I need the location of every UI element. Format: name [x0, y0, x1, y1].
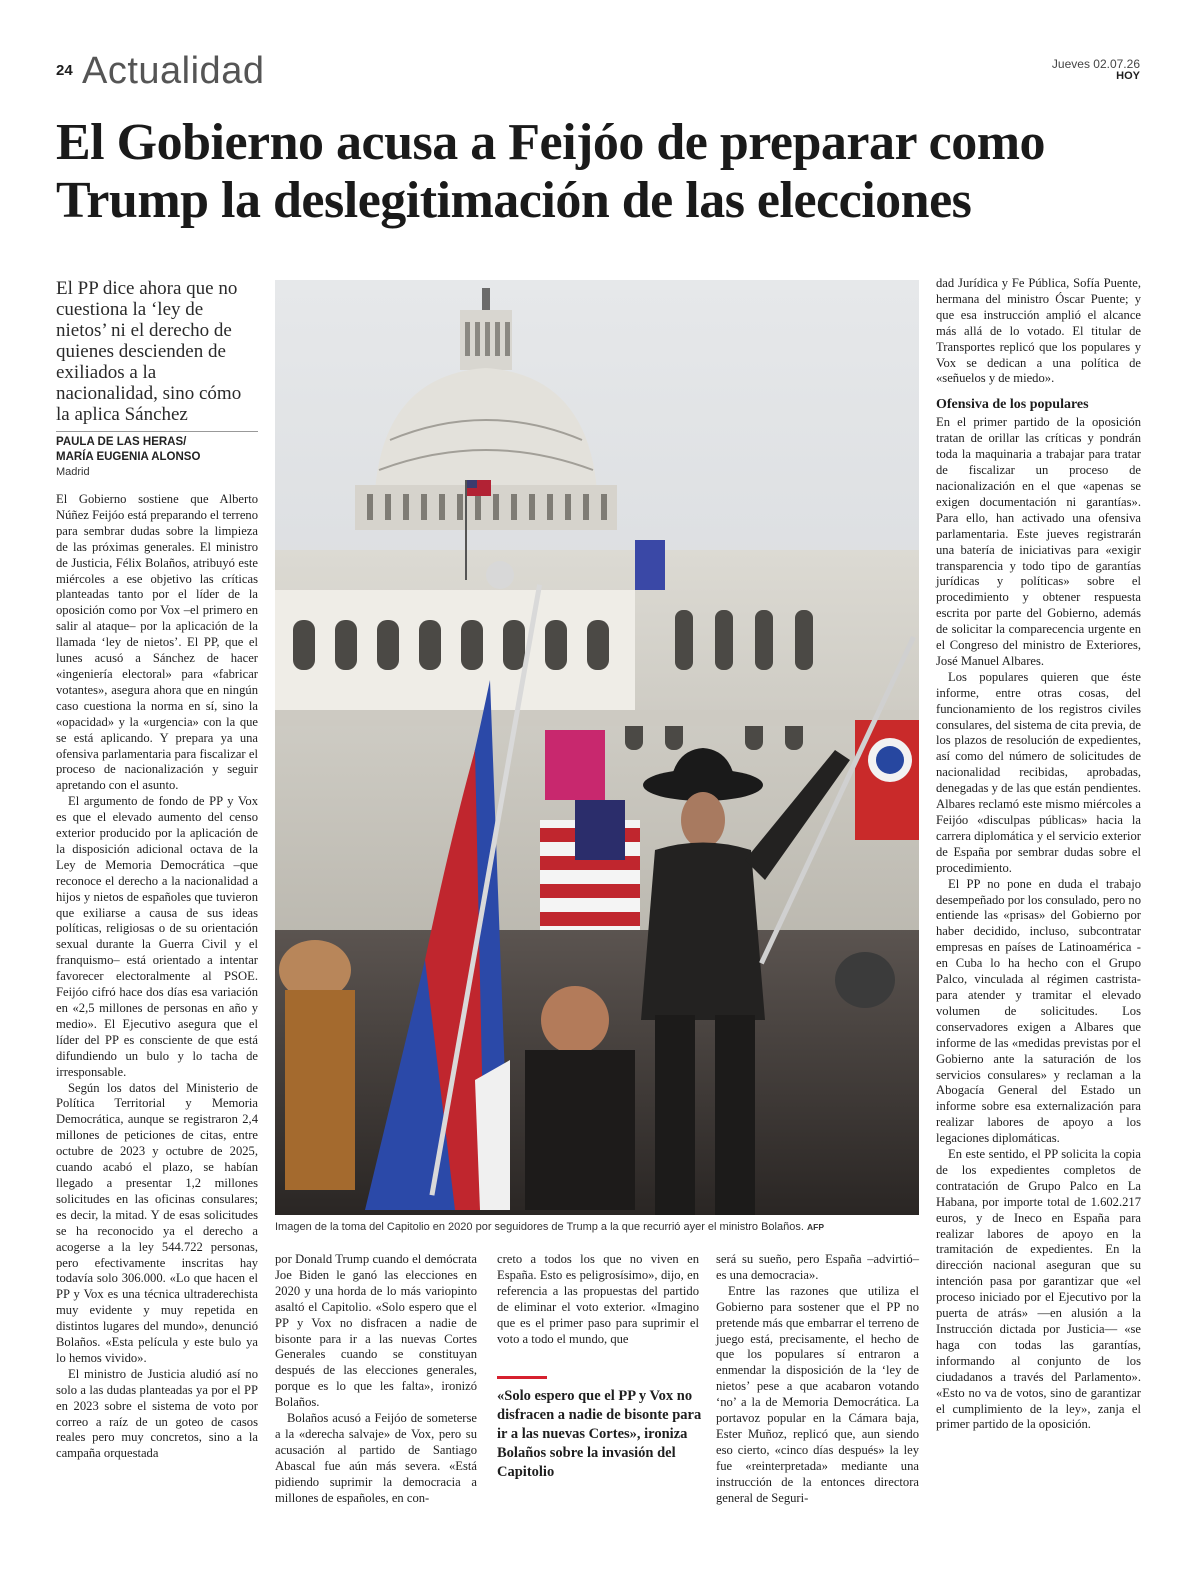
byline-author-2: MARÍA EUGENIA ALONSO: [56, 451, 201, 463]
paragraph: El PP no pone en duda el trabajo desempeñado por los consulado, pero no entiende las «prisas» del Gobierno por haber decidido, incluso, subcontratar empresas en países de Latinoamérica -en Cuba lo ha hecho con el Grupo Palco, vinculada al régimen castrista- para atender y tramitar el elevado volumen de solicitudes. Los conservadores exigen a Albares que informe de las «medidas previstas por el Gobierno ante la saturación de los servicios consulares» y reclaman a la Abogacía General del Estado un informe sobre esa externalización para realizar labores de apoyo a los legaciones diplomáticas.: [936, 876, 1141, 1146]
paragraph: dad Jurídica y Fe Pública, Sofía Puente, hermana del ministro Óscar Puente; y que esa instrucción amplió el alcance más allá de lo votado. El titular de Transportes replicó que los populares y Vox se dedican a una política de «señuelos y de miedo».: [936, 276, 1141, 386]
byline: [56, 435, 200, 465]
article-column-3: [497, 1252, 699, 1347]
subheadline: El PP dice ahora que no cuestiona la ‘ley de nietos’ ni el derecho de quienes descienden de exiliados a la nacionalidad, sino cómo la aplica Sánchez: [56, 278, 242, 425]
section-subtitle: Ofensiva de los populares: [936, 397, 1089, 413]
byline-author-1: PAULA DE LAS HERAS/: [56, 436, 187, 448]
article-column-2: [275, 1252, 477, 1507]
page-number: 24: [56, 62, 73, 79]
article-column-4: [716, 1252, 919, 1507]
issue-date: Jueves 02.07.26: [1051, 57, 1140, 71]
paragraph: será su sueño, pero España –advirtió– es una democracia».: [716, 1252, 919, 1282]
caption-text: Imagen de la toma del Capitolio en 2020 por seguidores de Trump a la que recurrió ayer el ministro Bolaños.: [275, 1221, 804, 1233]
newspaper-name: HOY: [1116, 70, 1140, 82]
headline-line-1: El Gobierno acusa a Feijóo de preparar como: [56, 114, 1046, 171]
dateline-location: Madrid: [56, 466, 90, 478]
paragraph: El Gobierno sostiene que Alberto Núñez Feijóo está preparando el terreno para sembrar dudas sobre la limpieza de las próximas generales. El ministro de Justicia, Félix Bolaños, atribuyó este miércoles a ese objetivo las críticas planteadas tanto por el líder de la oposición como por Vox –el primero en salir al ataque– por la aplicación de la llamada ‘ley de nietos’. El PP, que el lunes acusó a Sánchez de hacer «ingeniería electoral» para «fabricar votantes», asegura ahora que en ningún caso cuestiona la norma en sí, sino la «opacidad» y la «urgencia» con la que se está aplicando. Y prepara ya una ofensiva parlamentaria para fiscalizar el proceso de nacionalización y seguir apretando con el asunto.: [56, 492, 258, 793]
paragraph: Según los datos del Ministerio de Política Territorial y Memoria Democrática, aunque se registraron 2,4 millones de peticiones de citas, entre octubre de 2023 y octubre de 2025, cuando acabó el plazo, se habían llegado a presentar 1,2 millones solicitudes en las oficinas consulares; es decir, la mitad. Y de esas solicitudes se ha reconocido ya el derecho a acogerse a la ley 544.722 personas, pero efectivamente inscritas hay todavía solo 306.000. «Lo que hacen el PP y Vox es una técnica ultraderechista muy evidente y muy repetida en distintos lugares del mundo», denunció Bolaños. «Esta película y este bulo ya lo hemos vivido».: [56, 1080, 258, 1365]
section-title: Actualidad: [82, 50, 265, 92]
paragraph: por Donald Trump cuando el demócrata Joe Biden le ganó las elecciones en 2020 y una horda de lo más variopinto asaltó el Capitolio. «Solo espero que el PP y Vox no disfracen a nadie de bisonte para ir a las nuevas Cortes Generales cuando se constituyan después de las elecciones generales, porque es lo que les falta», ironizó Bolaños.: [275, 1252, 477, 1410]
paragraph: El argumento de fondo de PP y Vox es que el elevado aumento del censo exterior producido por la aplicación de la disposición adicional octava de la Ley de Memoria Democrática –que reconoce el derecho a la nacionalidad a hijos y nietos de españoles que tuvieron que exiliarse a causa de sus ideas políticas, religiosas o de su orientación sexual durante la Guerra Civil y el franquismo– está orientado a intentar favorecer electoralmente al PSOE. Feijóo cifró hace dos días esa variación en «2,5 millones de personas en año y medio». El Ejecutivo asegura que el líder del PP es consciente de que está difundiendo un bulo y lo tacha de irresponsable.: [56, 794, 258, 1079]
paragraph: Los populares quieren que éste informe, entre otras cosas, del funcionamiento de los registros civiles consulares, del sistema de cita previa, de los plazos de resolución de expedientes, así como del número de solicitudes de nacionalidad recibidas, aprobadas, denegadas y de las que están pendientes. Albares reclamó este mismo miércoles a Feijóo «disculpas públicas» hacia la carrera diplomática y el servicio exterior de España por sembrar dudas sobre el procedimiento.: [936, 669, 1141, 875]
article-column-5: [936, 276, 1141, 1433]
photo-caption: [275, 1221, 919, 1233]
byline-divider: [56, 431, 258, 432]
pull-quote-rule: [497, 1376, 547, 1379]
paragraph: Entre las razones que utiliza el Gobierno para sostener que el PP no pretende más que embarrar el terreno de juego está, precisamente, el hecho de que los populares sí entraron a enmendar la disposición de la ‘ley de nietos’ pese a que acabaron votando ‘no’ a la de Memoria Democrática. La portavoz popular en la Cámara baja, Ester Muñoz, replicó que, aun siendo eso cierto, «cinco días después» la ley fue «reinterpretada» mediante una instrucción de la entonces directora general de Seguri-: [716, 1283, 919, 1505]
article-column-1: [56, 492, 258, 1462]
headline-line-2: Trump la deslegitimación de las elecciones: [56, 172, 972, 229]
pull-quote: «Solo espero que el PP y Vox no disfracen a nadie de bisonte para ir a las nuevas Cortes», ironiza Bolaños sobre la invasión del Capitolio: [497, 1388, 702, 1480]
paragraph: Bolaños acusó a Feijóo de someterse a la «derecha salvaje» de Vox, pero su acusación al partido de Santiago Abascal fue aún más severa. «Está pidiendo suprimir la democracia a millones de españoles, en con-: [275, 1411, 477, 1505]
paragraph: El ministro de Justicia aludió así no solo a las dudas planteadas ya por el PP en 2023 sobre el sistema de voto por correo a raíz de un goteo de casos reales pero muy concretos, sino a la campaña orquestada: [56, 1366, 258, 1461]
capitol-photo: [275, 280, 919, 1215]
paragraph: En este sentido, el PP solicita la copia de los expedientes completos de contratación de Grupo Palco en La Habana, por importe total de 1.602.217 euros, y de Ineco en España para realizar labores de apoyo en la tramitación de expedientes. En la dirección nacional aseguran que su intención pasa por garantizar que «el proceso iniciado por el Ejecutivo por la puerta de atrás» —en alusión a la Instrucción dictada por Justicia— «se haga con todas las garantías, informando al conjunto de los ciudadanos a través del Parlamento». «Esto no va de votos, sino de garantizar el cumplimiento de la ley», zanja el primer partido de la oposición.: [936, 1147, 1141, 1432]
paragraph: En el primer partido de la oposición tratan de orillar las críticas y pondrán toda la maquinaria a trabajar para tratar de fiscalizar un proceso de nacionalización en el que «apenas se exigen documentación ni garantías». Para ello, han activado una ofensiva parlamentaria. Este jueves registrarán una batería de iniciativas para «exigir transparencia y todo tipo de garantías jurídicas y políticas» sobre el procedimiento y obtener respuesta escrita por parte del Gobierno, además de solicitar la comparecencia urgente en el Congreso del ministro de Exteriores, José Manuel Albares.: [936, 415, 1141, 668]
headline: [56, 114, 1156, 230]
photo-credit: AFP: [806, 1222, 824, 1232]
paragraph: creto a todos los que no viven en España. Esto es peligrosísimo», dijo, en referencia a las propuestas del partido de eliminar el voto exterior. «Imagino que es el primer paso para suprimir el voto a todo el mundo, que: [497, 1252, 699, 1346]
